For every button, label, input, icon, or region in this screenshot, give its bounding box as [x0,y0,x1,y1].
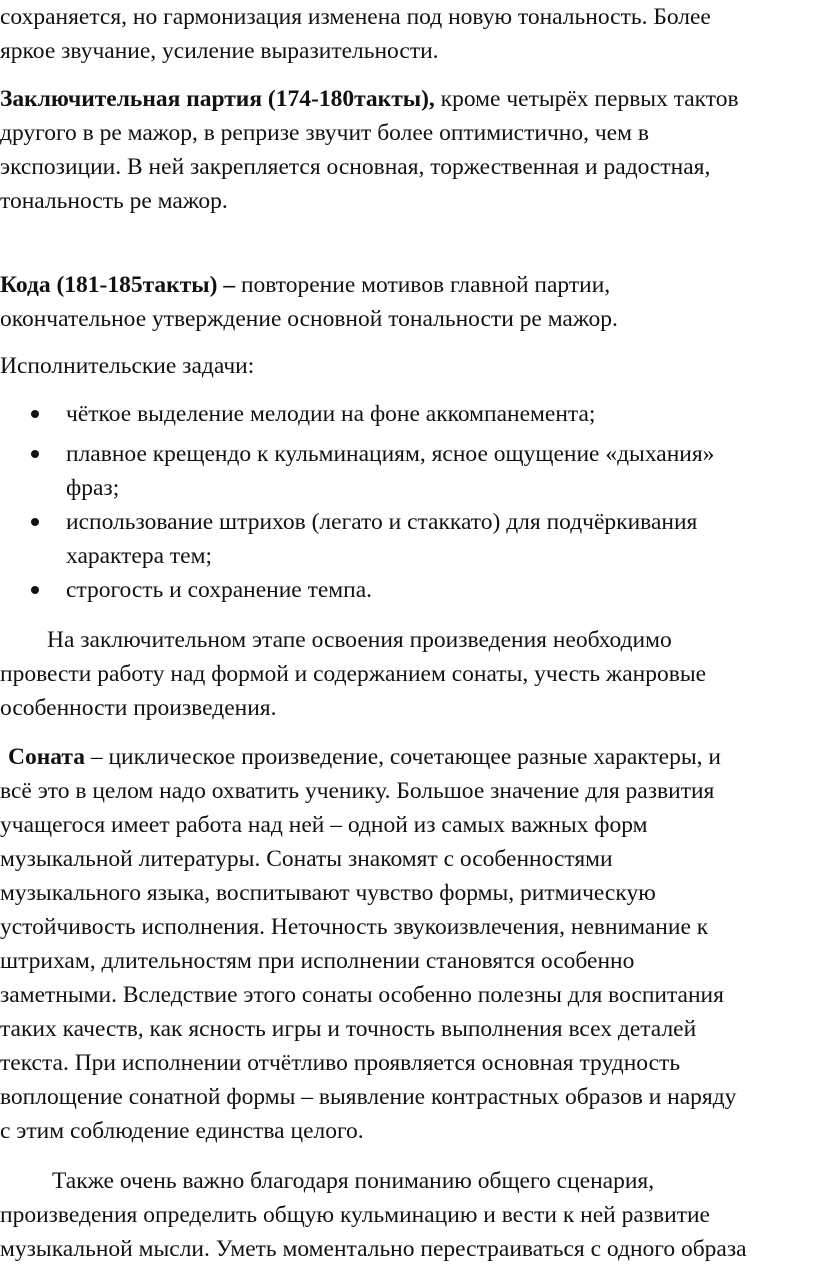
bullet-icon [31,518,39,526]
paragraph-tasks-heading [0,349,816,383]
tasks-bullet-list [0,397,816,607]
paragraph-closing-section [0,82,816,218]
bullet-icon [31,450,39,458]
text-line: провести работу над формой и содержанием сонаты, учесть жанровые [0,661,707,687]
text-line: музыкальной литературы. Сонаты знакомят с особенностями [0,846,613,872]
text-line: музыкального языка, воспитывают чувство формы, ритмическую [0,880,656,906]
text-line: Исполнительские задачи: [0,353,255,379]
text-line: текста. При исполнении отчётливо проявляется основная трудность [0,1050,681,1076]
list-item [0,397,816,431]
text-line: произведения определить общую кульминацию и вести к ней развитие [0,1202,710,1228]
text-line: другого в ре мажор, в репризе звучит более оптимистично, чем в [0,120,649,146]
text-line: таких качеств, как ясность игры и точность выполнения всех деталей [0,1016,697,1042]
list-item [0,437,816,505]
text-run: – циклическое произведение, сочетающее разные характеры, и [84,744,721,770]
text-line: окончательное утверждение основной тональности ре мажор. [0,306,618,332]
bold-term: Соната [8,744,85,770]
text-line: чёткое выделение мелодии на фоне аккомпанемента; [66,401,596,427]
bold-heading: Кода (181-185такты) – [0,272,236,298]
bullet-icon [31,586,39,594]
text-run: повторение мотивов главной партии, [235,272,611,298]
text-line: штрихам, длительностям при исполнении становятся особенно [0,948,635,974]
text-run: кроме четырёх первых тактов [434,86,739,112]
text-line: особенности произведения. [0,695,277,721]
text-line: музыкальной мысли. Уметь моментально перестраиваться с одного образа [0,1236,747,1262]
paragraph-coda [0,268,816,336]
text-line: учащегося имеет работа над ней – одной из самых важных форм [0,812,648,838]
text-line: тональность ре мажор. [0,188,228,214]
text-line [0,82,816,116]
bullet-icon [31,410,39,418]
text-line: характера тем; [66,543,213,569]
text-line: строгость и сохранение темпа. [66,577,373,603]
text-line: яркое звучание, усиление выразительности. [0,38,439,64]
text-line [0,268,816,302]
text-line: плавное крещендо к кульминациям, ясное ощущение «дыхания» [66,441,715,467]
text-line: устойчивость исполнения. Неточность звукоизвлечения, невнимание к [0,914,709,940]
list-item [0,505,816,573]
text-line: воплощение сонатной формы – выявление контрастных образов и наряду [0,1084,737,1110]
text-line [0,740,816,774]
text-line: сохраняется, но гармонизация изменена под новую тональность. Более [0,4,711,30]
text-line: заметными. Вследствие этого сонаты особенно полезны для воспитания [0,982,724,1008]
text-line: использование штрихов (легато и стаккато) для подчёркивания [66,509,698,535]
text-line: экспозиции. В ней закрепляется основная, торжественная и радостная, [0,154,711,180]
list-item [0,573,816,607]
bold-heading: Заключительная партия (174-180такты), [0,86,435,112]
text-line: с этим соблюдение единства целого. [0,1118,364,1144]
paragraph-continuation [0,0,816,68]
paragraph-also-important [0,1164,816,1266]
text-line: На заключительном этапе освоения произведения необходимо [47,627,672,653]
text-line: Также очень важно благодаря пониманию общего сценария, [52,1168,655,1194]
paragraph-sonata [0,740,816,1148]
paragraph-final-stage [0,623,816,725]
text-line: всё это в целом надо охватить ученику. Большое значение для развития [0,778,715,804]
text-line: фраз; [66,475,120,501]
